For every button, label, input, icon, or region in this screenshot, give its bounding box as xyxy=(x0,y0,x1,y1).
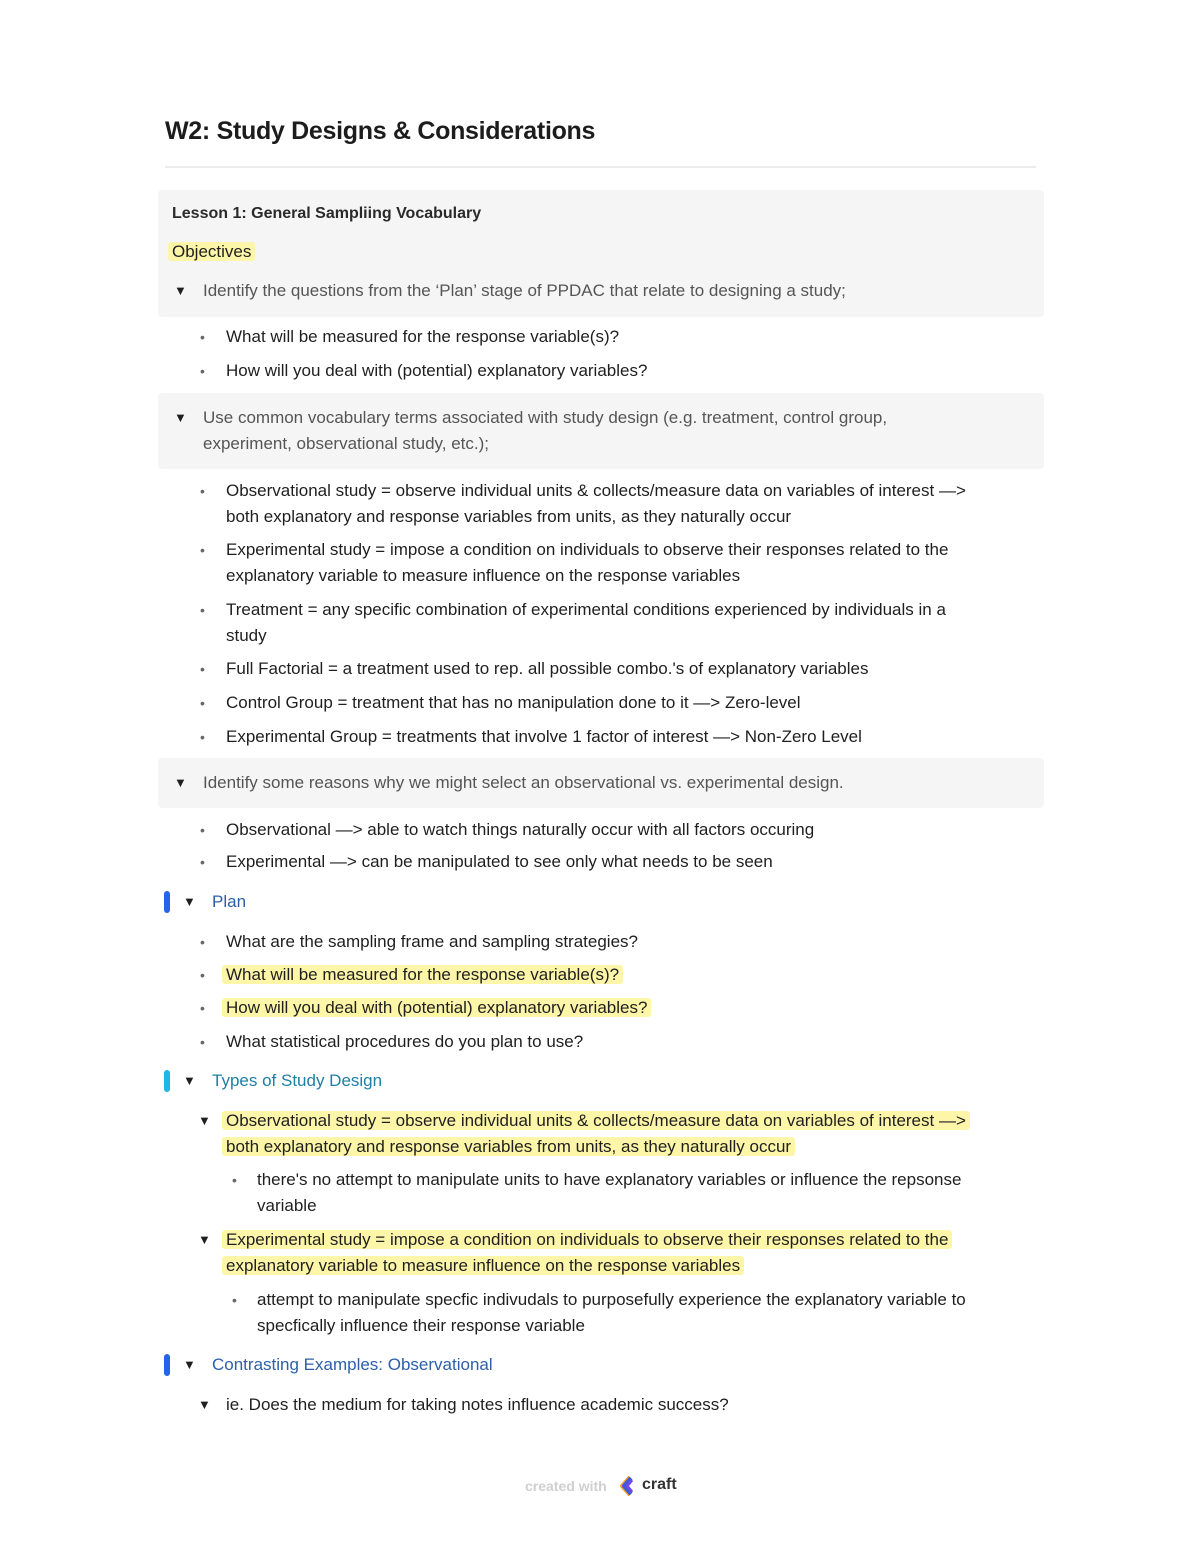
list-item-cont: study xyxy=(226,626,267,645)
page-title: W2: Study Designs & Considerations xyxy=(165,117,596,145)
list-item: attempt to manipulate specfic indivudals to purposefully experience the explanatory variable to xyxy=(257,1290,966,1309)
craft-logo-icon xyxy=(620,1476,640,1496)
objective-3: Identify some reasons why we might select an observational vs. experimental design. xyxy=(203,773,844,792)
list-item-cont: explanatory variable to measure influence on the response variables xyxy=(226,566,741,585)
toggle-triangle-icon[interactable]: ▼ xyxy=(174,283,187,298)
plan-marker-bar xyxy=(164,891,170,913)
toggle-triangle-icon[interactable]: ▼ xyxy=(198,1397,211,1412)
experimental-line2: explanatory variable to measure influence on the response variables xyxy=(222,1253,744,1279)
toggle-triangle-icon[interactable]: ▼ xyxy=(183,1357,196,1372)
bullet-icon: • xyxy=(200,542,205,558)
bullet-icon: • xyxy=(200,329,205,345)
contrast-heading[interactable]: Contrasting Examples: Observational xyxy=(212,1355,493,1374)
bullet-icon: • xyxy=(200,934,205,950)
objective-2-line2: experiment, observational study, etc.); xyxy=(203,434,489,453)
observational-line2: both explanatory and response variables from units, as they naturally occur xyxy=(222,1134,795,1160)
objectives-label: Objectives xyxy=(168,239,255,265)
bullet-icon: • xyxy=(200,854,205,870)
bullet-icon: • xyxy=(200,602,205,618)
list-item-cont: specfically influence their response variable xyxy=(257,1316,585,1335)
bullet-icon: • xyxy=(200,967,205,983)
lesson-heading: Lesson 1: General Sampliing Vocabulary xyxy=(172,205,482,222)
list-item-cont: variable xyxy=(257,1196,317,1215)
list-item: Observational —> able to watch things naturally occur with all factors occuring xyxy=(226,820,815,839)
plan-heading[interactable]: Plan xyxy=(212,892,247,911)
list-item: Observational study = observe individual units & collects/measure data on variables of interest —> xyxy=(226,481,966,500)
toggle-triangle-icon[interactable]: ▼ xyxy=(183,1073,196,1088)
list-item: Full Factorial = a treatment used to rep. all possible combo.'s of explanatory variables xyxy=(226,659,869,678)
types-heading[interactable]: Types of Study Design xyxy=(212,1071,383,1090)
toggle-triangle-icon[interactable]: ▼ xyxy=(183,894,196,909)
bullet-icon: • xyxy=(200,363,205,379)
list-item-highlighted: How will you deal with (potential) explanatory variables? xyxy=(222,995,651,1021)
list-item: there's no attempt to manipulate units to have explanatory variables or influence the repsonse xyxy=(257,1170,962,1189)
list-item: Treatment = any specific combination of experimental conditions experienced by individuals in a xyxy=(226,600,946,619)
toggle-triangle-icon[interactable]: ▼ xyxy=(198,1113,211,1128)
bullet-icon: • xyxy=(200,822,205,838)
bullet-icon: • xyxy=(200,483,205,499)
contrast-marker-bar xyxy=(164,1354,170,1376)
contrast-item: ie. Does the medium for taking notes influence academic success? xyxy=(226,1395,729,1414)
list-item: What will be measured for the response variable(s)? xyxy=(226,327,620,346)
list-item-highlighted: What will be measured for the response variable(s)? xyxy=(222,962,623,988)
toggle-triangle-icon[interactable]: ▼ xyxy=(198,1232,211,1247)
created-with-label: created with xyxy=(525,1478,607,1494)
list-item: Control Group = treatment that has no manipulation done to it —> Zero-level xyxy=(226,693,801,712)
list-item: Experimental study = impose a condition on individuals to observe their responses related to the xyxy=(226,540,949,559)
types-marker-bar xyxy=(164,1070,170,1092)
bullet-icon: • xyxy=(200,695,205,711)
craft-brand-text: craft xyxy=(642,1476,677,1493)
observational-line1: Observational study = observe individual units & collects/measure data on variables of interest —> xyxy=(222,1108,970,1134)
objective-2-line1: Use common vocabulary terms associated with study design (e.g. treatment, control group, xyxy=(203,408,888,427)
list-item: Experimental Group = treatments that involve 1 factor of interest —> Non-Zero Level xyxy=(226,727,862,746)
toggle-triangle-icon[interactable]: ▼ xyxy=(174,775,187,790)
experimental-line1: Experimental study = impose a condition on individuals to observe their responses related to the xyxy=(222,1227,952,1253)
list-item: What are the sampling frame and sampling strategies? xyxy=(226,932,638,951)
title-divider xyxy=(165,166,1036,168)
bullet-icon: • xyxy=(232,1172,237,1188)
objective-1: Identify the questions from the ‘Plan’ stage of PPDAC that relate to designing a study; xyxy=(203,281,846,300)
list-item: Experimental —> can be manipulated to see only what needs to be seen xyxy=(226,852,773,871)
list-item: How will you deal with (potential) explanatory variables? xyxy=(226,361,648,380)
toggle-triangle-icon[interactable]: ▼ xyxy=(174,410,187,425)
bullet-icon: • xyxy=(200,1000,205,1016)
list-item: What statistical procedures do you plan to use? xyxy=(226,1032,584,1051)
bullet-icon: • xyxy=(200,729,205,745)
list-item-cont: both explanatory and response variables from units, as they naturally occur xyxy=(226,507,792,526)
bullet-icon: • xyxy=(200,661,205,677)
bullet-icon: • xyxy=(200,1034,205,1050)
bullet-icon: • xyxy=(232,1292,237,1308)
